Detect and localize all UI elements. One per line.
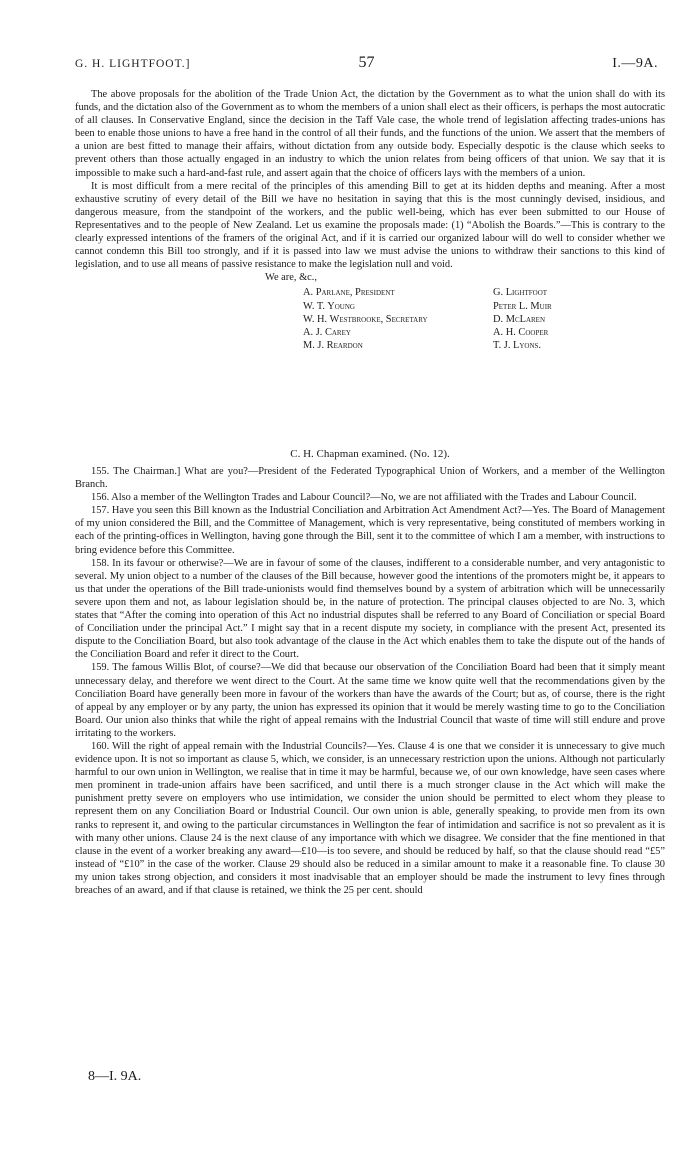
header-witness-name: G. H. LIGHTFOOT.]: [75, 58, 191, 70]
signatory-name: T. J. Lyons.: [493, 340, 542, 352]
evidence-paragraph: 158. In its favour or otherwise?—We are in favour of some of the clauses, indifferent to a considerable number, and very antagonistic to several. My union object to a number of the clauses of the Bill because, however good the intentions of the promoters might be, it appears to us that under the operations of the Bill trade-unionists would find themselves bound by a system of arbitration which will be unnecessarily severe upon them and not, as labour legislation should be, in the nature of protection. The principal clauses objected to are No. 3, which states that “After the coming into operation of this Act no industrial disputes shall be referred to any Board of Conciliation or special Board of Conciliation under the principal Act.” I might say that in a recent dispute my society, in compliance with the present Act, presented its dispute to the Conciliation Board, but also took advantage of the clause in the Act which enables them to take the dispute out of the hands of the Conciliation Board and refer it direct to the Court.: [75, 557, 665, 661]
signatory-name: M. J. Reardon: [303, 340, 363, 352]
signatory-row: [303, 313, 552, 326]
signatory-row: [303, 286, 552, 299]
evidence-paragraph: 155. The Chairman.] What are you?—President of the Federated Typographical Union of Workers, and a member of the Wellington Branch.: [75, 466, 665, 491]
page-number: 57: [358, 54, 375, 71]
letter-signoff: We are, &c.,: [265, 272, 317, 284]
signatory-name: G. Lightfoot: [493, 287, 548, 299]
evidence-paragraph: 157. Have you seen this Bill known as the Industrial Conciliation and Arbitration Act Amendment Act?—Yes. The Board of Management of my union considered the Bill, and the Committee of Management, which is very representative, being constituted of members working in each of the printing-offices in Wellington, having gone through the Bill, sent it to the committee of which I am a member, with instructions to bring evidence before this Committee.: [75, 505, 665, 556]
letter-body: [75, 88, 665, 352]
signatory-name: A. Parlane, President: [303, 287, 395, 299]
paper-reference: I.—9A.: [612, 56, 658, 71]
signatory-row: [303, 300, 552, 313]
signatory-row: [303, 326, 552, 339]
evidence-paragraph: 156. Also a member of the Wellington Trades and Labour Council?—No, we are not affiliated with the Trades and Labour Council.: [91, 492, 637, 504]
signatory-name: W. H. Westbrooke, Secretary: [303, 313, 428, 325]
signatory-name: D. McLaren: [493, 313, 546, 325]
signatory-row: [303, 339, 552, 352]
witness-heading: C. H. Chapman examined. (No. 12).: [290, 448, 450, 460]
signatory-name: W. T. Young: [303, 300, 355, 312]
evidence-body: [75, 465, 665, 897]
letter-paragraph: It is most difficult from a mere recital of the principles of this amending Bill to get at its hidden depths and meaning. After a most exhaustive scrutiny of every detail of the Bill we have no hesitation in saying that this is the most cunningly devised, insidious, and dangerous measure, from the standpoint of the workers, and the public well-being, which has ever been submitted to our House of Representatives and to the people of New Zealand. Let us examine the proposals made: (1) “Abolish the Boards.”—This is contrary to the clearly expressed intentions of the framers of the original Act, and if it is carried our organized labour will do well to consider whether we cannot condemn this Bill too strongly, and if it is passed into law we must advise the unions to withdraw their sanctions to this kind of legislation, and to use all means of passive resistance to make the legislation null and void.: [75, 180, 665, 271]
signatory-name: A. J. Carey: [303, 327, 351, 339]
signatory-name: A. H. Cooper: [493, 327, 549, 339]
signatory-name: Peter L. Muir: [493, 300, 552, 312]
page-header: [75, 54, 658, 78]
evidence-paragraph: 160. Will the right of appeal remain with the Industrial Councils?—Yes. Clause 4 is one that we consider it is unnecessary to give much evidence upon. It is not so important as clause 5, which, we consider, is an unnecessary restriction upon the unions. Although not particularly harmful to our own union in Wellington, we realise that in time it may be harmful, because we, of our own knowledge, have seen cases where men prominent in trade-union affairs have been sacrificed, and until there is a much stronger clause in the Act which will make the punishment pretty severe on employers who use intimidation, we consider the union should be permitted to elect whom they please to represent them on any Conciliation Board or Industrial Council. Our own union is able, generally speaking, to provide men from its own ranks to represent it, and owing to the particular circumstances in Wellington the fear of intimidation and sacrifice is not so prevalent as it is with many other unions. Clause 24 is the next clause of any importance with which we disagree. We consider that the fine mentioned in that clause in the event of a worker breaking any award—£10—is too severe, and should be reduced by half, so that the clause should read “£5” instead of “£10” in the case of the worker. Clause 29 should also be reduced in a similar amount to make it a reasonable fine. To clause 30 my union takes strong objection, and considers it most inadvisable that an employer should be made the instrument to levy fines through breaches of an award, and if that clause is retained, we think the 25 per cent. should: [75, 740, 665, 896]
evidence-paragraph: 159. The famous Willis Blot, of course?—We did that because our observation of the Conciliation Board had been that it simply meant unnecessary delay, and therefore we went direct to the Court. At the same time we know quite well that the recommendations given by the Conciliation Board have generally been more in favour of the workers than have the awards of the Court; but as, of course, there is the right of appeal by any employer or by any party, the union has expressed its opinion that it would be merely wasting time to go to the Conciliation Board. Our union also thinks that while the right of appeal remains with the Industrial Council that waste of time will still endure and prove irritating to the workers.: [75, 662, 665, 739]
signatories-table: [303, 286, 552, 352]
letter-paragraph: The above proposals for the abolition of the Trade Union Act, the dictation by the Government as to what the union shall do with its funds, and the dictation also of the Government as to whom the members of a union shall elect as their officers, is perhaps the most autocratic of all clauses. In Conservative England, since the decision in the Taff Vale case, the whole trend of legislation affecting trades-unions has been to enable those unions to have a free hand in the control of all their funds, and the functions of the union. We assert that the members of a union are best fitted to manage their affairs, without dictation from any outside body. Especially despotic is the clause which seeks to prevent others than those actually engaged in an industry to which the union relates from being officers of that union. We say that it is impossible to make such a hard-and-fast rule, and assert again that the choice of officers lays with the members of a union.: [75, 89, 665, 179]
page-footer-signature: 8—I. 9A.: [88, 1069, 142, 1084]
